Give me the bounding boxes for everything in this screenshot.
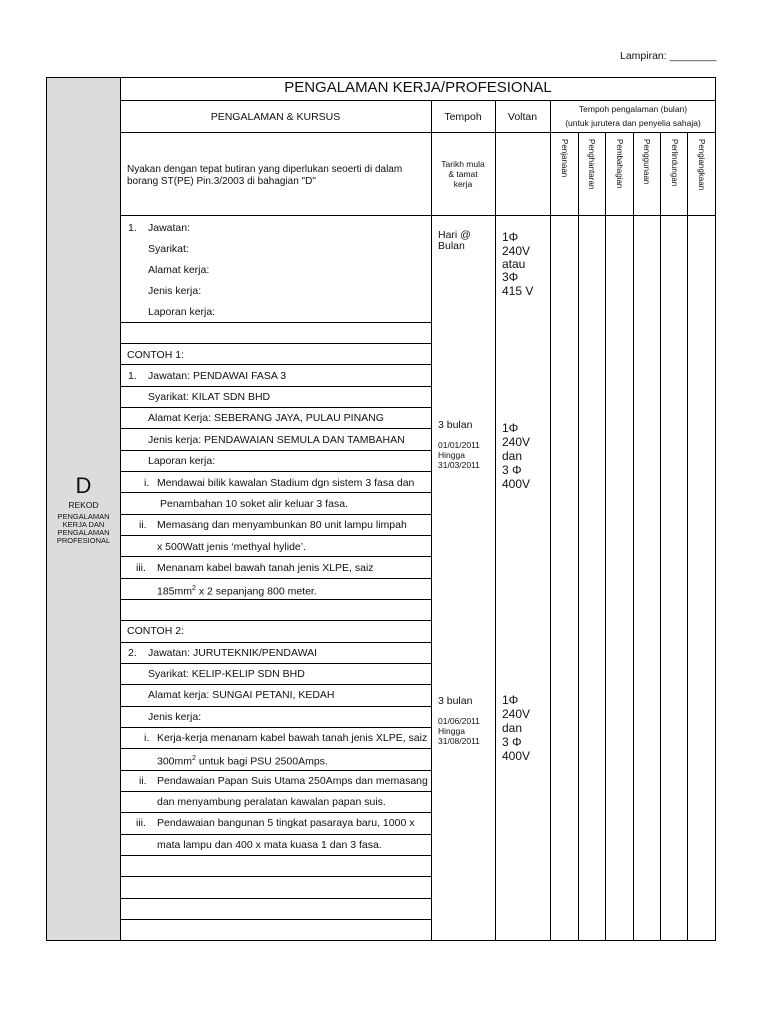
row-line	[120, 535, 431, 536]
voltage-value: 3Φ	[502, 270, 519, 284]
voltage-value: 400V	[502, 477, 531, 491]
row-line	[120, 748, 431, 749]
task-text: Pendawaian Papan Suis Utama 250Amps dan memasang	[157, 775, 428, 787]
section-letter: D	[75, 473, 92, 498]
divider	[495, 100, 496, 940]
row-line	[120, 386, 431, 387]
divider	[120, 215, 716, 216]
voltage-value: 3 Φ	[502, 735, 522, 749]
period-note: Tarikh mula	[441, 159, 485, 169]
instruction-text: Nyakan dengan tepat butiran yang diperlukan seoerti di dalam	[127, 164, 403, 175]
field-label: Syarikat:	[148, 243, 189, 255]
header-experience: PENGALAMAN & KURSUS	[210, 111, 341, 123]
date-range: Hingga	[438, 726, 465, 736]
field-value: Alamat Kerja: SEBERANG JAYA, PULAU PINANG	[148, 412, 384, 424]
category-header: Perlindungan	[670, 139, 679, 187]
divider	[605, 132, 606, 940]
divider	[660, 132, 661, 940]
task-text-part: 185mm	[157, 585, 193, 598]
example-heading: CONTOH 2:	[127, 625, 184, 637]
section-label: REKOD	[68, 500, 99, 510]
row-line	[120, 706, 431, 707]
row-line	[120, 407, 431, 408]
superscript: 2	[192, 755, 196, 762]
row-line	[120, 855, 431, 856]
task-text: Pendawaian bangunan 5 tingkat pasaraya baru, 1000 x	[157, 817, 415, 829]
date-range: 31/08/2011	[438, 736, 480, 746]
field-label: Jenis kerja:	[148, 711, 202, 723]
voltage-value: 240V	[502, 707, 531, 721]
row-line	[120, 684, 431, 685]
divider	[687, 132, 688, 940]
item-number: 1.	[128, 222, 137, 234]
category-header: Pembahagian	[615, 139, 624, 189]
voltage-value: dan	[502, 721, 523, 735]
row-line	[120, 620, 431, 621]
task-text-part: untuk bagi PSU 2500Amps.	[195, 755, 328, 768]
task-text: Mendawai bilik kawalan Stadium dgn sistem 3 fasa dan	[157, 477, 415, 489]
category-header: Penggunaan	[642, 139, 651, 185]
voltage-value: 400V	[502, 749, 531, 763]
row-line	[120, 663, 431, 664]
row-line	[120, 812, 431, 813]
row-line	[120, 898, 431, 899]
task-text-part: 300mm	[157, 755, 193, 768]
task-number: ii.	[139, 519, 147, 531]
divider	[120, 78, 121, 940]
date-range: 01/01/2011	[438, 440, 480, 450]
voltage-value: atau	[502, 257, 526, 271]
row-line	[120, 471, 431, 472]
date-range: 01/06/2011	[438, 716, 480, 726]
field-label: Laporan kerja:	[148, 455, 216, 467]
section-label: KERJA DAN	[62, 520, 105, 529]
field-label: Jenis kerja:	[148, 285, 202, 297]
row-line	[120, 428, 431, 429]
header-voltage: Voltan	[507, 111, 538, 123]
field-label: Laporan kerja:	[148, 306, 216, 318]
voltage-value: dan	[502, 449, 523, 463]
field-value: Alamat kerja: SUNGAI PETANI, KEDAH	[148, 689, 335, 701]
field-value: Syarikat: KILAT SDN BHD	[148, 391, 271, 403]
field-label: Alamat kerja:	[148, 264, 210, 276]
date-range: 31/03/2011	[438, 460, 480, 470]
divider	[431, 100, 432, 940]
task-number: ii.	[139, 775, 147, 787]
task-text: Kerja-kerja menanam kabel bawah tanah jenis XLPE, saiz	[157, 732, 428, 744]
period-value: 3 bulan	[438, 419, 473, 431]
header-period: Tempoh	[444, 111, 482, 123]
task-text: mata lampu dan 400 x mata kuasa 1 dan 3 fasa.	[157, 839, 382, 851]
task-text: x 500Watt jenis ‘methyal hylide’.	[157, 541, 307, 553]
instruction-text: borang ST(PE) Pin.3/2003 di bahagian "D"	[127, 176, 316, 187]
date-range: Hingga	[438, 450, 465, 460]
field-value: Jawatan: PENDAWAI FASA 3	[148, 370, 287, 382]
divider	[120, 132, 716, 133]
voltage-value: 240V	[502, 435, 531, 449]
period-note: & tamat	[448, 169, 478, 179]
voltage-value: 1Φ	[502, 693, 519, 707]
task-number: iii.	[136, 817, 146, 829]
section-label: PENGALAMAN	[57, 512, 110, 521]
field-value: Syarikat: KELIP-KELIP SDN BHD	[148, 668, 305, 680]
task-text	[157, 753, 328, 768]
row-line	[120, 343, 431, 344]
field-label: Jawatan:	[148, 222, 191, 234]
row-line	[120, 450, 431, 451]
task-text	[157, 583, 317, 598]
divider	[578, 132, 579, 940]
period-value: Hari @	[438, 229, 471, 241]
header-exp-months: Tempoh pengalaman (bulan)	[578, 104, 688, 114]
divider	[633, 132, 634, 940]
row-line	[120, 791, 431, 792]
voltage-value: 1Φ	[502, 230, 519, 244]
task-number: i.	[144, 477, 150, 489]
item-number: 2.	[128, 647, 137, 659]
task-text: Menanam kabel bawah tanah jenis XLPE, saiz	[157, 562, 374, 574]
section-label: PROFESIONAL	[56, 536, 111, 545]
row-line	[120, 770, 431, 771]
voltage-value: 3 Φ	[502, 463, 522, 477]
attachment-label: Lampiran: ________	[620, 50, 717, 62]
category-header: Penghantaran	[587, 139, 596, 190]
task-text: dan menyambung peralatan kawalan papan suis.	[157, 796, 386, 808]
task-text: Penambahan 10 soket alir keluar 3 fasa.	[160, 498, 348, 510]
row-line	[120, 492, 431, 493]
voltage-value: 1Φ	[502, 421, 519, 435]
row-line	[120, 642, 431, 643]
row-line	[120, 322, 431, 323]
row-line	[120, 599, 431, 600]
page-title: PENGALAMAN KERJA/PROFESIONAL	[284, 79, 552, 96]
section-label: PENGALAMAN	[57, 528, 110, 537]
period-value: Bulan	[438, 240, 465, 252]
row-line	[120, 919, 431, 920]
field-value: Jawatan: JURUTEKNIK/PENDAWAI	[148, 647, 318, 659]
task-number: iii.	[136, 562, 146, 574]
item-number: 1.	[128, 370, 137, 382]
task-text-part: x 2 sepanjang 800 meter.	[195, 585, 317, 598]
row-line	[120, 727, 431, 728]
field-value: Jenis kerja: PENDAWAIAN SEMULA DAN TAMBAHAN	[148, 434, 405, 446]
period-note: kerja	[453, 179, 473, 189]
row-line	[120, 514, 431, 515]
voltage-value: 240V	[502, 244, 531, 258]
row-line	[120, 364, 431, 365]
task-text: Memasang dan menyambunkan 80 unit lampu limpah	[157, 519, 407, 531]
divider	[550, 100, 551, 940]
row-line	[120, 876, 431, 877]
voltage-value: 415 V	[502, 284, 534, 298]
row-line	[120, 578, 431, 579]
row-line	[120, 834, 431, 835]
category-header: Pengiangkaan	[697, 139, 706, 191]
category-header: Penjanaan	[560, 139, 569, 178]
header-exp-months-note: (untuk jurutera dan penyelia sahaja)	[565, 118, 701, 128]
period-value: 3 bulan	[438, 695, 473, 707]
example-heading: CONTOH 1:	[127, 349, 184, 361]
row-line	[120, 556, 431, 557]
divider	[120, 100, 716, 101]
task-number: i.	[144, 732, 150, 744]
superscript: 2	[192, 585, 196, 592]
